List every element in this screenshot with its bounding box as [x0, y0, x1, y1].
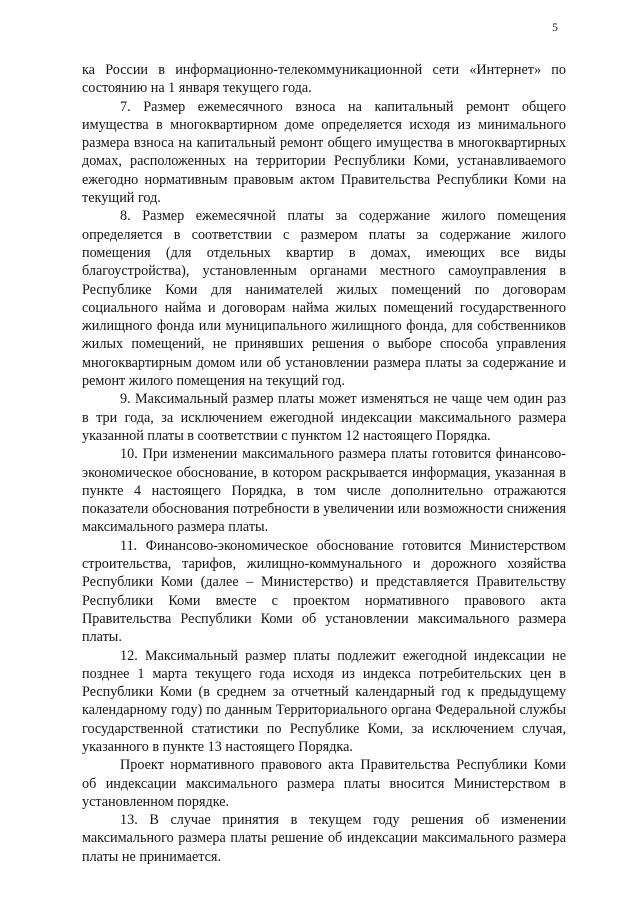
paragraph-item-9: 9. Максимальный размер платы может изменяться не чаще чем один раз в три года, за исключением ежегодной индексации максимального размера указанной платы в соответствии с пунктом 12 настоящего Порядка. [82, 391, 566, 444]
paragraph-item-8: 8. Размер ежемесячной платы за содержание жилого помещения определяется в соответствии с размером платы за содержание жилого помещения (для отдельных квартир в домах, имеющих все виды благоустройства), установленным органами местного самоуправления в Республике Коми для нанимателей жилых помещений по договорам социального найма и договорам найма жилых помещений государственного жилищного фонда или муниципального жилищного фонда, для собственников жилых помещений, не принявших решения о выборе способа управления многоквартирным домом или об установлении размера платы за содержание и ремонт жилого помещения на текущий год. [82, 208, 566, 390]
paragraph-item-13: 13. В случае принятия в текущем году решения об изменении максимального размера платы решение об индексации максимального размера платы не принимается. [82, 812, 566, 865]
paragraph-item-10: 10. При изменении максимального размера платы готовится финансово-экономическое обоснование, в котором раскрывается информация, указанная в пункте 4 настоящего Порядка, в том числе дополнительно отражаются показатели обоснования потребности в увеличении или возможности снижения максимального размера платы. [82, 446, 566, 536]
paragraph-item-11: 11. Финансово-экономическое обоснование готовится Министерством строительства, тарифов, жилищно-коммунального и дорожного хозяйства Республики Коми (далее – Министерство) и представляется Правительству Республики Коми вместе с проектом нормативного правового акта Правительства Республики Коми об установлении максимального размера платы. [82, 537, 566, 646]
paragraph-continuation: ка России в информационно-телекоммуникационной сети «Интернет» по состоянию на 1 января текущего года. [82, 62, 566, 97]
document-body [82, 61, 566, 866]
paragraph-item-12-addendum: Проект нормативного правового акта Правительства Республики Коми об индексации максимального размера платы вносится Министерством в установленном порядке. [82, 757, 566, 810]
page-number: 5 [552, 20, 558, 34]
paragraph-item-12: 12. Максимальный размер платы подлежит ежегодной индексации не позднее 1 марта текущего года исходя из индекса потребительских цен в Республики Коми (в среднем за отчетный календарный год к предыдущему календарному году) по данным Территориального органа Федеральной службы государственной статистики по Республике Коми, за исключением случая, указанного в пункте 13 настоящего Порядка. [82, 647, 566, 755]
paragraph-item-7: 7. Размер ежемесячного взноса на капитальный ремонт общего имущества в многоквартирном доме определяется исходя из минимального размера взноса на капитальный ремонт общего имущества в многоквартирных домах, расположенных на территории Республики Коми, устанавливаемого ежегодно нормативным правовым актом Правительства Республики Коми на текущий год. [82, 98, 566, 207]
